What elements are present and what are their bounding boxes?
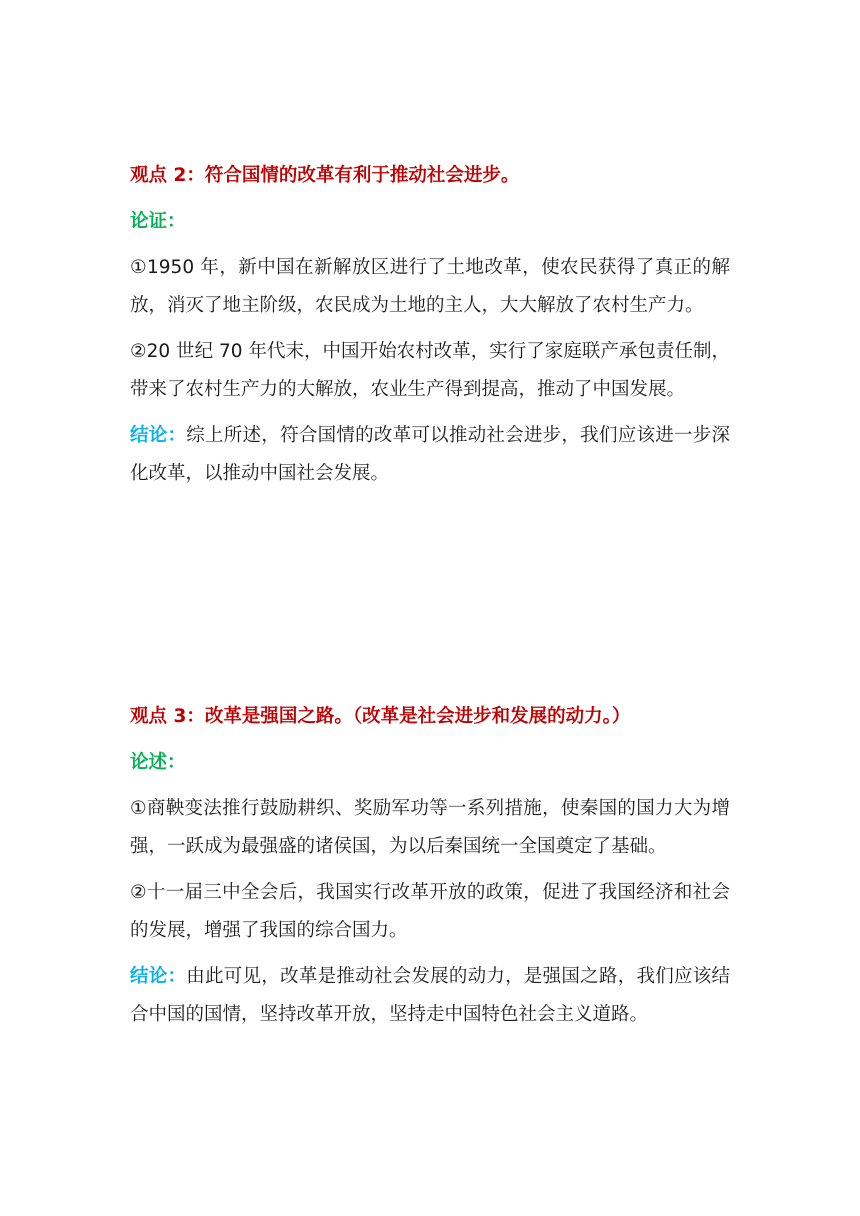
viewpoint-2-conclusion-text: 综上所述，符合国情的改革可以推动社会进步，我们应该进一步深化改革，以推动中国社会发展。 [130,425,730,484]
viewpoint-3-conclusion-text: 由此可见，改革是推动社会发展的动力，是强国之路，我们应该结合中国的国情，坚持改革开放，坚持走中国特色社会主义道路。 [130,966,730,1025]
viewpoint-2-point-1: ①1950 年，新中国在新解放区进行了土地改革，使农民获得了真正的解放，消灭了地主阶级，农民成为土地的主人，大大解放了农村生产力。 [130,257,730,316]
viewpoint-2-section [130,157,730,501]
viewpoint-2-point-2: ②20 世纪 70 年代末，中国开始农村改革，实行了家庭联产承包责任制，带来了农村生产力的大解放，农业生产得到提高，推动了中国发展。 [130,341,730,400]
viewpoint-2-argument-label: 论证： [130,211,186,232]
viewpoint-3-conclusion-label: 结论： [130,966,187,987]
viewpoint-3-conclusion [130,958,730,1034]
viewpoint-3-section [130,698,730,1042]
viewpoint-2-heading: 观点 2：符合国情的改革有利于推动社会进步。 [130,165,520,186]
viewpoint-2-conclusion [130,417,730,493]
viewpoint-2-conclusion-label: 结论： [130,425,187,446]
viewpoint-3-point-1: ①商鞅变法推行鼓励耕织、奖励军功等一系列措施，使秦国的国力大为增强，一跃成为最强盛的诸侯国，为以后秦国统一全国奠定了基础。 [130,798,730,857]
viewpoint-3-discussion-label: 论述： [130,752,186,773]
viewpoint-3-point-2: ②十一届三中全会后，我国实行改革开放的政策，促进了我国经济和社会的发展，增强了我国的综合国力。 [130,882,730,941]
viewpoint-3-heading: 观点 3：改革是强国之路。（改革是社会进步和发展的动力。） [130,706,631,727]
